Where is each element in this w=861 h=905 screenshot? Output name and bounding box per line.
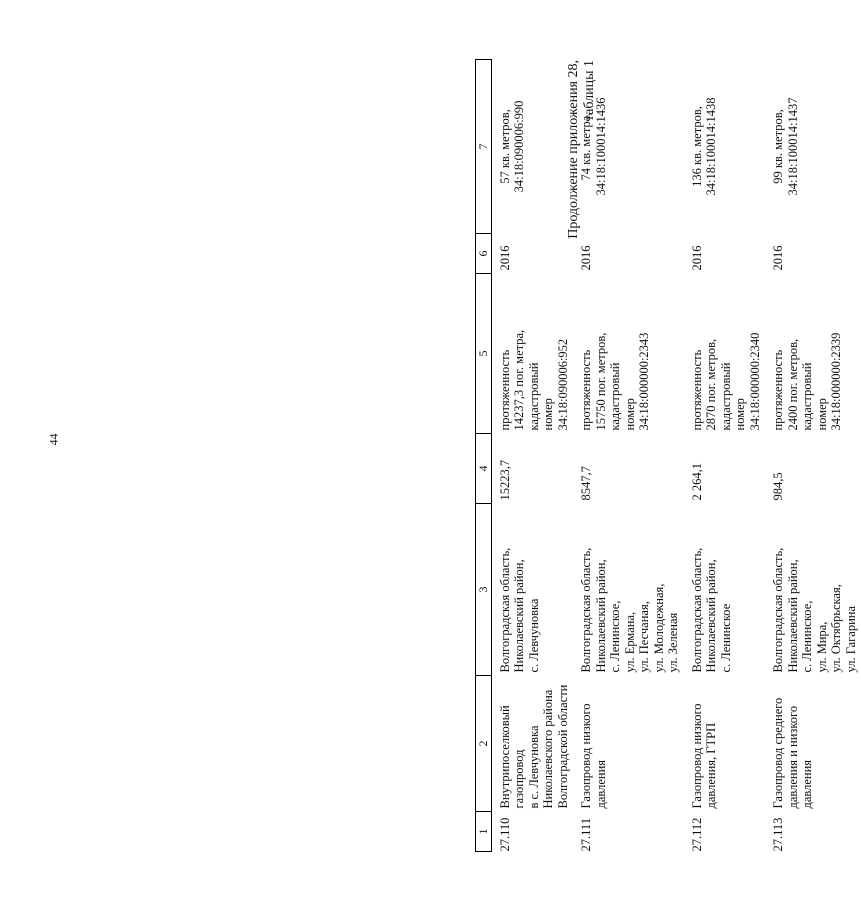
property-table [475,59,861,852]
object-address: Волгоградская область, Николаевский район, с. Ленинское, ул. Мира, ул. Октябрьская, ул. Гагарина [771,547,858,673]
table-row [491,60,573,852]
object-name: Внутрипоселковый газопровод в с. Левчуновка Николаевского района Волгоградской области [497,684,570,809]
object-value: 2 264,1 [689,463,704,501]
continuation-line-2: таблицы 1 [582,60,597,122]
object-name: Газопровод низкого давления, ГТРП [689,703,718,809]
object-address: Волгоградская область, Николаевский район, с. Ленинское, ул. Ермана, ул. Песчаная, ул. Молодежная, ул. Зеленая [579,547,680,673]
column-header-1: 1 [476,812,492,852]
column-header-5: 5 [476,274,492,434]
object-address: Волгоградская область, Николаевский район, с. Левчуновка [497,547,541,673]
object-extent: протяженность 2870 пог. метров, кадастровый номер 34:18:000000:2340 [689,332,762,431]
object-land-note: 74 кв. метра, 34:18:100014:1436 [579,97,608,196]
object-land-note: 57 кв. метров, 34:18:090006:990 [497,100,526,193]
object-extent: протяженность 2400 пог. метров, кадастровый номер 34:18:000000:2339 [771,332,843,431]
object-land-note: 136 кв. метров, 34:18:100014:1438 [689,97,718,196]
object-name: Газопровод среднего давления и низкого давления [771,697,814,809]
column-header-3: 3 [476,504,492,676]
object-value: 8547,7 [579,466,593,501]
object-extent: протяженность 14237,3 пог. метра, кадастровый номер 34:18:090006:952 [497,329,570,431]
page-number: 44 [46,433,61,446]
continuation-line-1: Продолжение приложения 28, [566,60,581,239]
object-value: 984,5 [771,472,785,501]
column-header-6: 6 [476,234,492,274]
row-number: 27.110 [497,817,512,852]
object-value: 15223,7 [497,459,512,501]
object-land-note: 99 кв. метров, 34:18:100014:1437 [771,97,800,196]
row-number: 27.112 [689,817,704,852]
table-row [684,60,766,852]
column-header-2: 2 [476,676,492,812]
object-address: Волгоградская область, Николаевский район, с. Ленинское [689,547,733,673]
table-row [573,60,684,852]
table-header-row [476,60,492,852]
object-extent: протяженность 15750 пог. метров, кадастровый номер 34:18:000000:2343 [579,332,651,431]
column-header-4: 4 [476,434,492,504]
object-year: 2016 [689,245,704,271]
row-number: 27.111 [579,818,593,852]
object-name: Газопровод низкого давления [579,703,608,809]
row-number: 27.113 [771,817,785,852]
object-year: 2016 [497,245,512,271]
object-year: 2016 [771,245,785,271]
table-row [765,60,861,852]
column-header-7: 7 [476,60,492,234]
object-year: 2016 [579,245,593,271]
